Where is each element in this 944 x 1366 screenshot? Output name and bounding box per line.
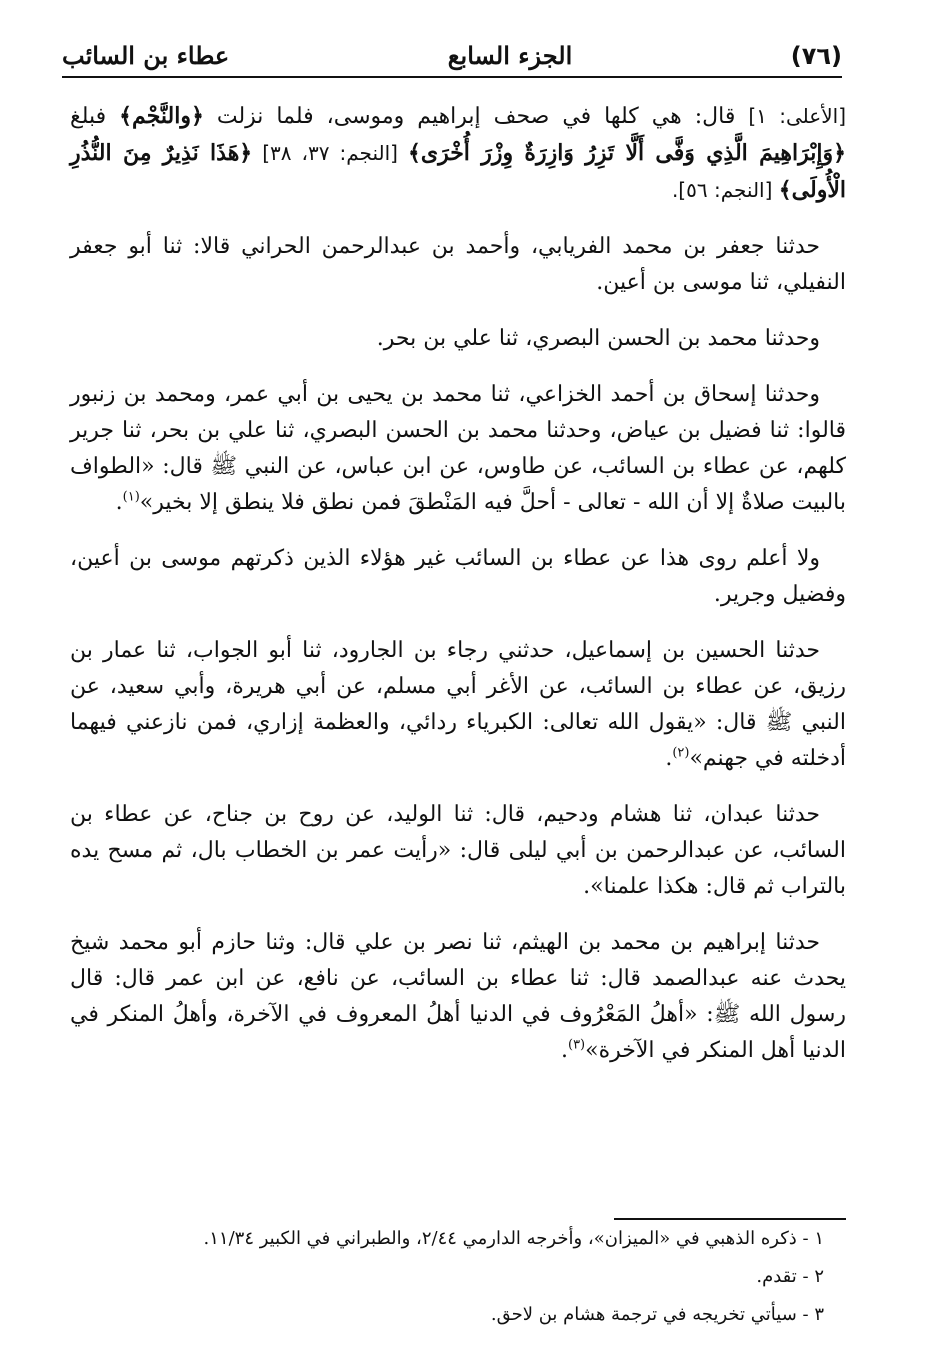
footnote-marker: (١) [122, 489, 140, 505]
text-run: حدثنا الحسين بن إسماعيل، حدثني رجاء بن الجارود، ثنا أبو الجواب، ثنا عمار بن رزيق، عن عطاء بن السائب، عن الأغر أبي مسلم، عن أبي هريرة، وأبي سعيد، عن النبي ﷺ قال: «يقول الله تعالى: الكبرياء ردائي، والعظمة إزاري، فمن نازعني فيهما أدخلته في جهنم» [70, 638, 846, 771]
text-run: حدثنا إبراهيم بن محمد بن الهيثم، ثنا نصر بن علي قال: وثنا حازم أبو محمد شيخ يحدث عنه عبدالصمد قال: ثنا عطاء بن السائب، عن نافع، عن ابن عمر قال: قال رسول الله ﷺ: «أهلُ المَعْرُوف في الدنيا أهلُ المعروف في الآخرة، وأهلُ المنكر في الدنيا أهل المنكر في الآخرة» [70, 930, 846, 1063]
footnote-2: ٢ - تقدم. [756, 1266, 824, 1287]
page-number: (٧٦) [790, 42, 842, 70]
paragraph-7: حدثنا عبدان، ثنا هشام ودحيم، قال: ثنا الوليد، عن روح بن جناح، عن عطاء بن السائب، عن عبدالرحمن بن أبي ليلى قال: «رأيت عمر بن الخطاب بال، ثم مسح يده بالتراب ثم قال: هكذا علمنا». [70, 802, 846, 899]
paragraph-1 [70, 98, 846, 209]
footnote-1: ١ - ذكره الذهبي في «الميزان»، وأخرجه الدارمي ٢/٤٤، والطبراني في الكبير ١١/٣٤. [203, 1228, 824, 1249]
paragraph-5: ولا أعلم روى هذا عن عطاء بن السائب غير هؤلاء الذين ذكرتهم موسى بن أعين، وفضيل وجرير. [70, 546, 846, 607]
text-run: قال: هي كلها في صحف إبراهيم وموسى، فلما نزلت [203, 104, 749, 129]
text-run: . [560, 1038, 568, 1063]
footnote-marker: (٣) [567, 1037, 586, 1053]
paragraph-4 [70, 377, 846, 521]
paragraph-3: وحدثنا محمد بن الحسن البصري، ثنا علي بن بحر. [376, 326, 820, 351]
footnote-marker: (٢) [672, 745, 690, 761]
text-run: فبلغ [70, 104, 120, 129]
quran-verse: ﴿هَذَا نَذِيرٌ مِنَ النُّذُرِ الْأُولَى﴾ [70, 140, 846, 203]
verse-reference: [الأعلى: ١] [748, 104, 846, 128]
verse-reference: [النجم: ٣٧، ٣٨] [252, 141, 408, 165]
paragraph-8 [70, 925, 846, 1069]
paragraph-2: حدثنا جعفر بن محمد الفريابي، وأحمد بن عبدالرحمن الحراني قالا: ثنا أبو جعفر النفيلي، ثنا موسى بن أعين. [70, 234, 846, 295]
volume-title: الجزء السابع [447, 41, 573, 70]
verse-reference: [النجم: ٥٦]. [671, 178, 779, 202]
paragraph-6 [70, 633, 846, 777]
footnote-3: ٣ - سيأتي تخريجه في ترجمة هشام بن لاحق. [490, 1304, 824, 1325]
text-run: . [115, 490, 123, 515]
page-header [62, 30, 842, 78]
section-title: عطاء بن السائب [62, 41, 230, 70]
quran-verse: ﴿والنَّجْم﴾ [119, 103, 204, 129]
main-text [70, 98, 846, 1089]
footnote-separator [614, 1218, 846, 1220]
quran-verse: ﴿وَإِبْرَاهِيمَ الَّذِي وَفَّى أَلَّا تَزِرُ وَازِرَةٌ وِزْرَ أُخْرَى﴾ [407, 140, 846, 166]
text-run: وحدثنا إسحاق بن أحمد الخزاعي، ثنا محمد بن يحيى بن أبي عمر، ومحمد بن زنبور قالوا: ثنا فضيل بن عياض، وحدثنا محمد بن الحسن البصري، ثنا علي بن بحر، ثنا جرير كلهم، عن عطاء بن السائب، عن طاوس، عن ابن عباس، عن النبي ﷺ قال: «الطواف بالبيت صلاةٌ إلا أن الله - تعالى - أحلَّ فيه المَنْطقَ فمن نطق فلا ينطق إلا بخير» [70, 382, 846, 515]
text-run: . [665, 746, 673, 771]
footnotes [70, 1228, 824, 1342]
